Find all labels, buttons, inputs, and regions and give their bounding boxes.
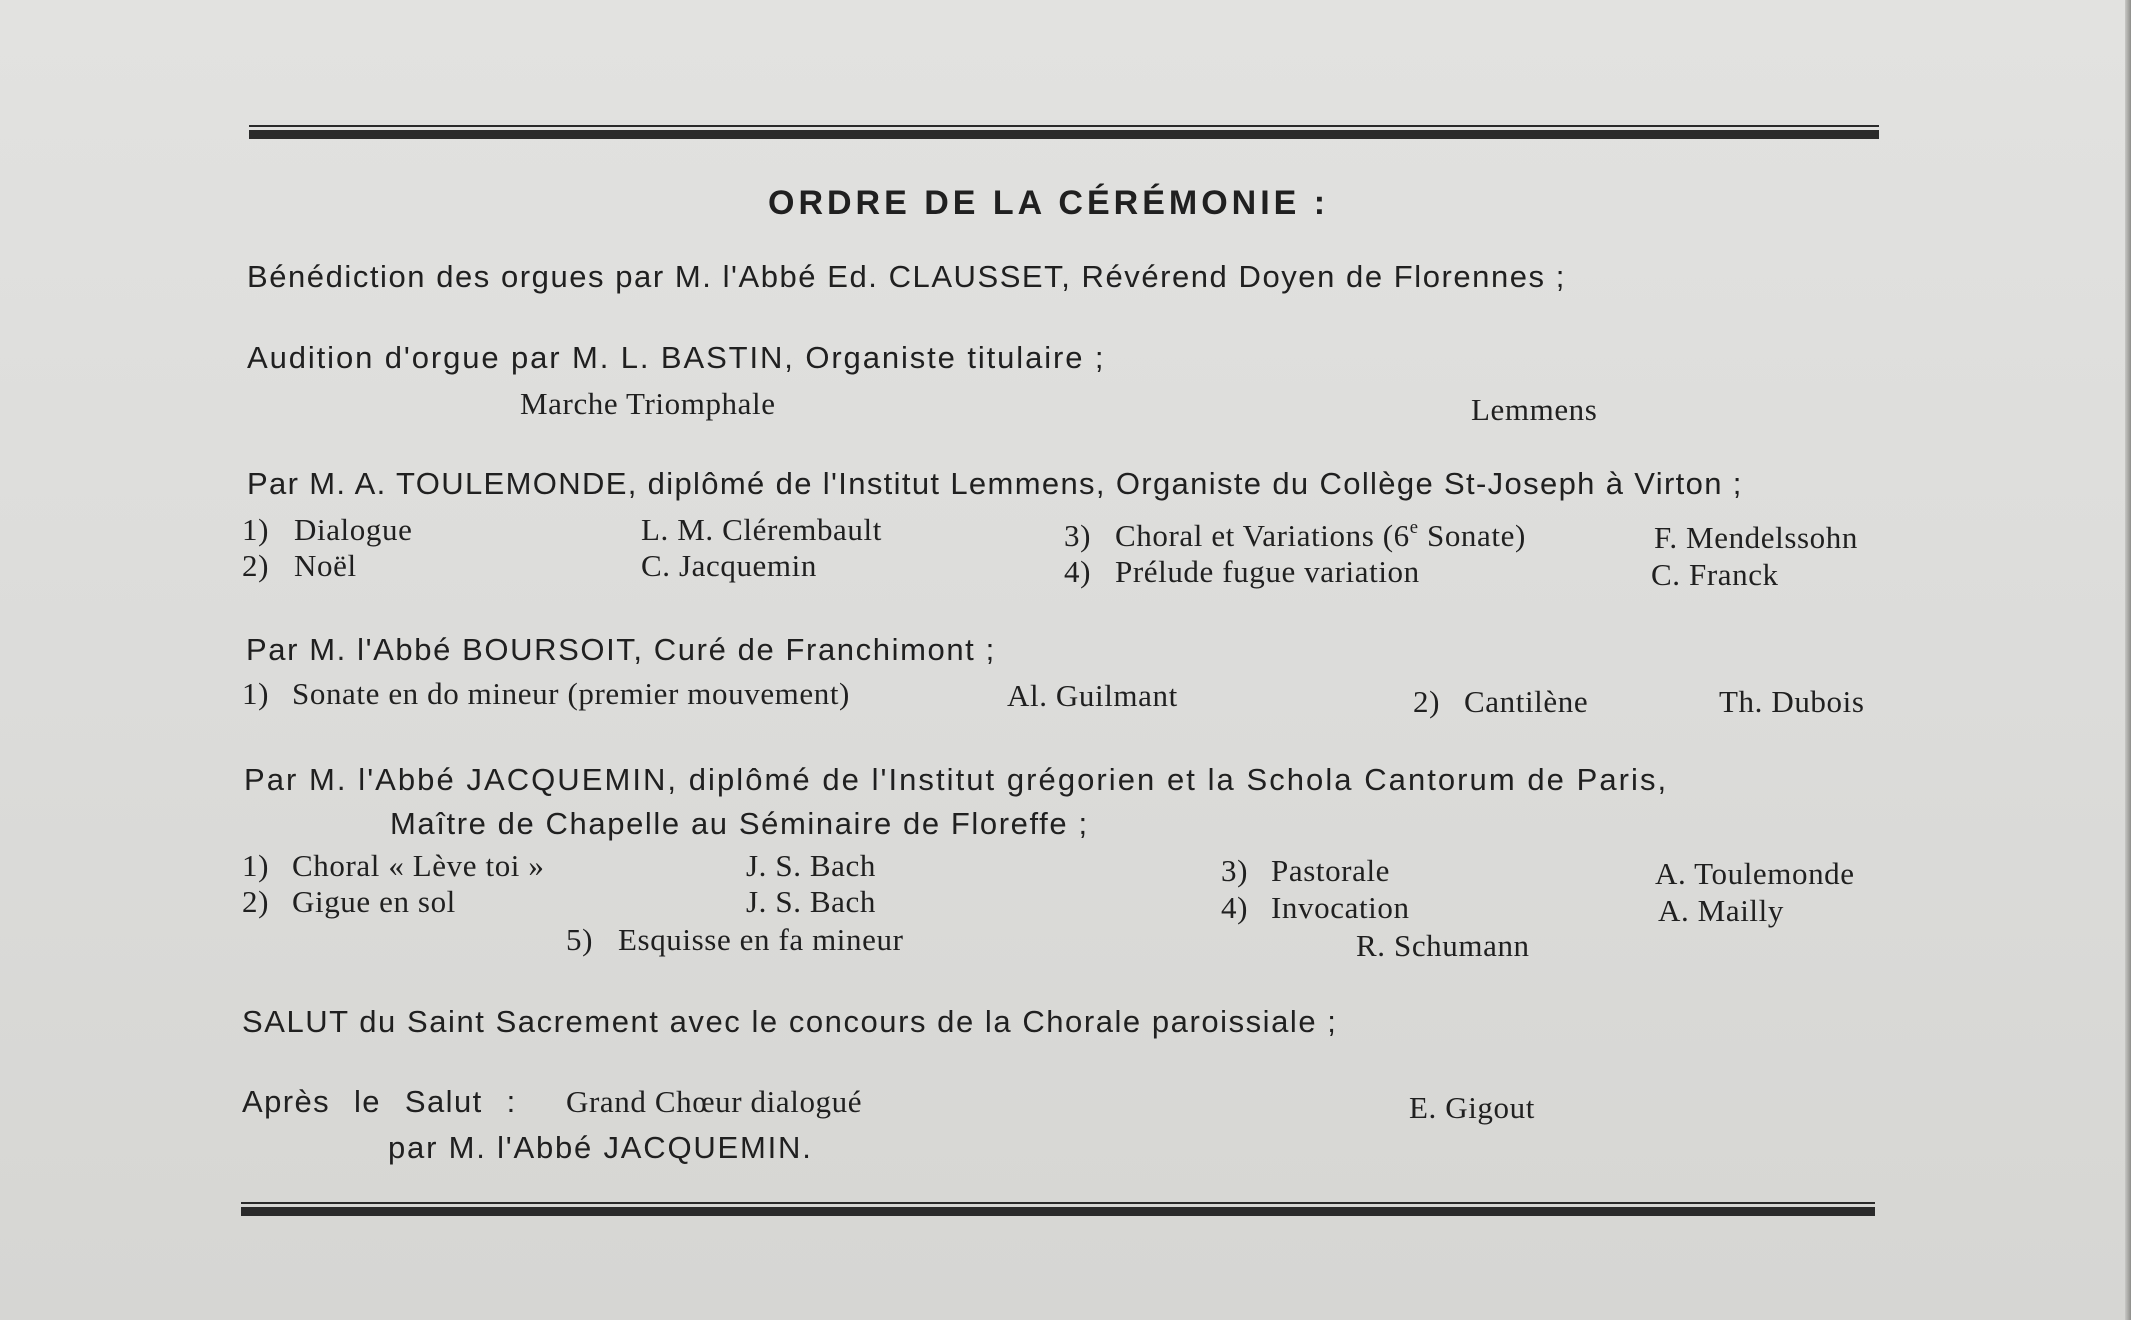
program-item-composer: C. Jacquemin bbox=[641, 548, 817, 583]
program-item-composer: J. S. Bach bbox=[746, 848, 876, 883]
program-item-number: 1) bbox=[242, 848, 270, 883]
program-item-number: 4) bbox=[1221, 890, 1249, 925]
program-item-title: Sonate en do mineur (premier mouvement) bbox=[292, 676, 850, 711]
program-item-title: Invocation bbox=[1271, 890, 1410, 925]
program-item-title: Dialogue bbox=[294, 512, 413, 547]
page-title: ORDRE DE LA CÉRÉMONIE : bbox=[768, 184, 1330, 222]
program-item-number: 1) bbox=[242, 676, 270, 711]
program-item-number: 3) bbox=[1221, 853, 1249, 888]
top-rule bbox=[249, 125, 1879, 139]
program-item-number: 5) bbox=[566, 922, 594, 957]
bottom-rule bbox=[241, 1202, 1875, 1216]
program-item-title: Cantilène bbox=[1464, 684, 1589, 719]
program-item-composer: Th. Dubois bbox=[1719, 684, 1865, 719]
apres-performer: par M. l'Abbé JACQUEMIN. bbox=[388, 1130, 813, 1165]
program-item-number: 1) bbox=[242, 512, 270, 547]
audition-line: Audition d'orgue par M. L. BASTIN, Organiste titulaire ; bbox=[247, 340, 1106, 375]
apres-label: Après le Salut : bbox=[242, 1084, 517, 1119]
program-item-number: 2) bbox=[242, 548, 270, 583]
boursoit-line: Par M. l'Abbé BOURSOIT, Curé de Franchimont ; bbox=[246, 632, 996, 667]
program-item-composer: R. Schumann bbox=[1356, 928, 1530, 963]
program-item-number: 2) bbox=[1413, 684, 1441, 719]
benediction-line: Bénédiction des orgues par M. l'Abbé Ed. CLAUSSET, Révérend Doyen de Florennes ; bbox=[247, 259, 1566, 294]
audition-piece: Marche Triomphale bbox=[520, 386, 776, 421]
program-item-composer: J. S. Bach bbox=[746, 884, 876, 919]
program-item-composer: L. M. Clérembault bbox=[641, 512, 882, 547]
program-item-title: Noël bbox=[294, 548, 357, 583]
program-item-title: Esquisse en fa mineur bbox=[618, 922, 904, 957]
program-item-composer: F. Mendelssohn bbox=[1654, 520, 1858, 555]
program-item-composer: A. Toulemonde bbox=[1655, 856, 1855, 891]
program-item-title: Choral « Lève toi » bbox=[292, 848, 545, 883]
program-item-title: Prélude fugue variation bbox=[1115, 554, 1420, 589]
program-item-composer: C. Franck bbox=[1651, 557, 1779, 592]
toulemonde-line: Par M. A. TOULEMONDE, diplômé de l'Institut Lemmens, Organiste du Collège St-Joseph à Virton ; bbox=[247, 466, 1743, 501]
program-item-composer: Al. Guilmant bbox=[1007, 678, 1178, 713]
program-item-title: Gigue en sol bbox=[292, 884, 456, 919]
program-item-number: 3) bbox=[1064, 518, 1092, 553]
apres-piece: Grand Chœur dialogué bbox=[566, 1084, 863, 1119]
program-item-title: Choral et Variations (6e Sonate) bbox=[1115, 516, 1526, 553]
program-item-number: 2) bbox=[242, 884, 270, 919]
jacquemin-line: Par M. l'Abbé JACQUEMIN, diplômé de l'Institut grégorien et la Schola Cantorum de Paris, bbox=[244, 762, 1669, 797]
program-item-title: Pastorale bbox=[1271, 853, 1391, 888]
card-edge bbox=[2125, 0, 2131, 1320]
program-item-number: 4) bbox=[1064, 554, 1092, 589]
jacquemin-line-2: Maître de Chapelle au Séminaire de Floreffe ; bbox=[390, 806, 1089, 841]
program-item-composer: A. Mailly bbox=[1658, 893, 1784, 928]
salut-line: SALUT du Saint Sacrement avec le concours de la Chorale paroissiale ; bbox=[242, 1004, 1338, 1039]
apres-composer: E. Gigout bbox=[1409, 1090, 1535, 1125]
audition-composer: Lemmens bbox=[1471, 392, 1598, 427]
